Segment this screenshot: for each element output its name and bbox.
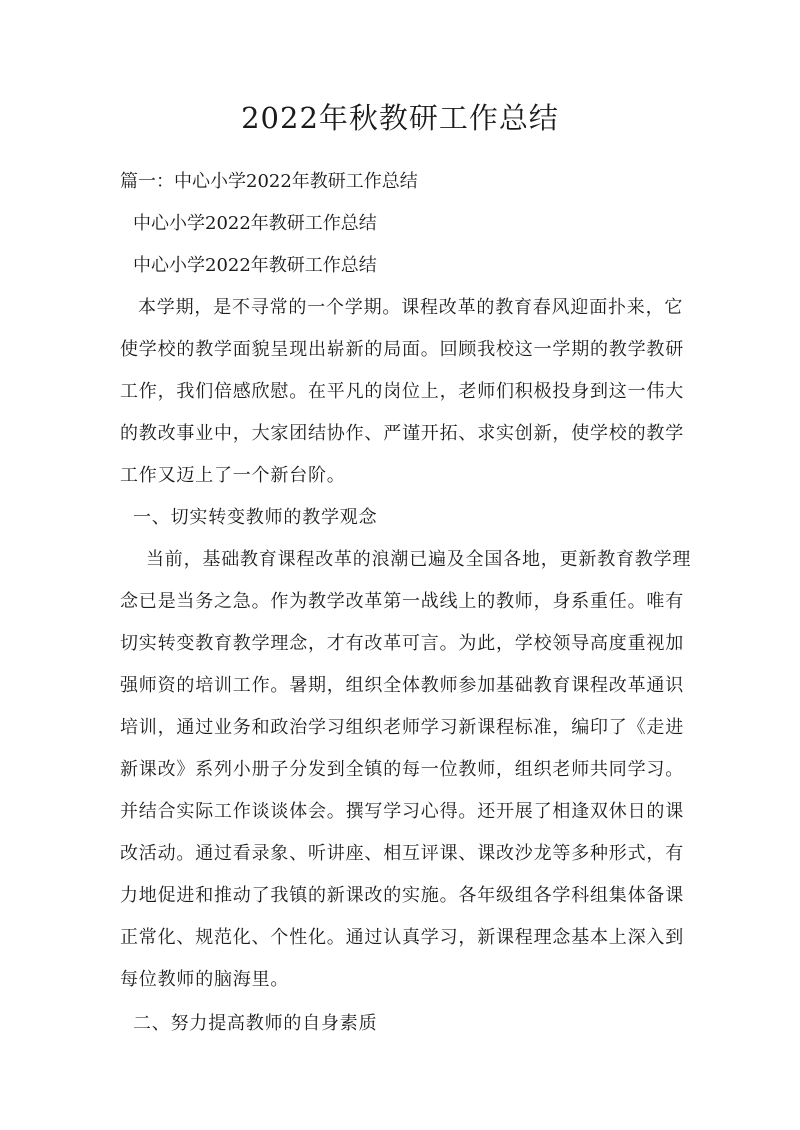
- paragraph-line: 新课改》系列小册子分发到全镇的每一位教师，组织老师共同学习。: [120, 759, 684, 780]
- paragraph-line: 的教改事业中，大家团结协作、严谨开拓、求实创新，使学校的教学: [120, 423, 684, 444]
- paragraph-line: 正常化、规范化、个性化。通过认真学习，新课程理念基本上深入到: [120, 927, 684, 948]
- subtitle-line: 中心小学2022年教研工作总结: [133, 255, 377, 276]
- paragraph-line: 使学校的教学面貌呈现出崭新的局面。回顾我校这一学期的教学教研: [120, 339, 684, 360]
- paragraph-line: 本学期，是不寻常的一个学期。课程改革的教育春风迎面扑来，它: [138, 297, 684, 318]
- paragraph-line: 念已是当务之急。作为教学改革第一战线上的教师，身系重任。唯有: [120, 591, 684, 612]
- document-title: 2022年秋教研工作总结: [241, 101, 559, 135]
- paragraph-line: 并结合实际工作谈谈体会。撰写学习心得。还开展了相逢双休日的课: [120, 801, 684, 822]
- paragraph-line: 每位教师的脑海里。: [120, 969, 290, 990]
- paragraph-line: 切实转变教育教学理念，才有改革可言。为此，学校领导高度重视加: [120, 633, 684, 654]
- paragraph-line: 强师资的培训工作。暑期，组织全体教师参加基础教育课程改革通识: [120, 675, 684, 696]
- paragraph-line: 力地促进和推动了我镇的新课改的实施。各年级组各学科组集体备课: [120, 885, 684, 906]
- section-title: 篇一：中心小学2022年教研工作总结: [120, 171, 418, 192]
- paragraph-line: 改活动。通过看录象、听讲座、相互评课、课改沙龙等多种形式，有: [120, 843, 684, 864]
- paragraph-line: 当前，基础教育课程改革的浪潮已遍及全国各地，更新教育教学理: [146, 549, 692, 570]
- section-heading: 一、切实转变教师的教学观念: [133, 507, 378, 528]
- paragraph-line: 工作又迈上了一个新台阶。: [120, 465, 346, 486]
- section-heading: 二、努力提高教师的自身素质: [133, 1013, 378, 1034]
- subtitle-line: 中心小学2022年教研工作总结: [133, 213, 377, 234]
- paragraph-line: 工作，我们倍感欣慰。在平凡的岗位上，老师们积极投身到这一伟大: [120, 381, 684, 402]
- paragraph-line: 培训，通过业务和政治学习组织老师学习新课程标准，编印了《走进: [120, 717, 684, 738]
